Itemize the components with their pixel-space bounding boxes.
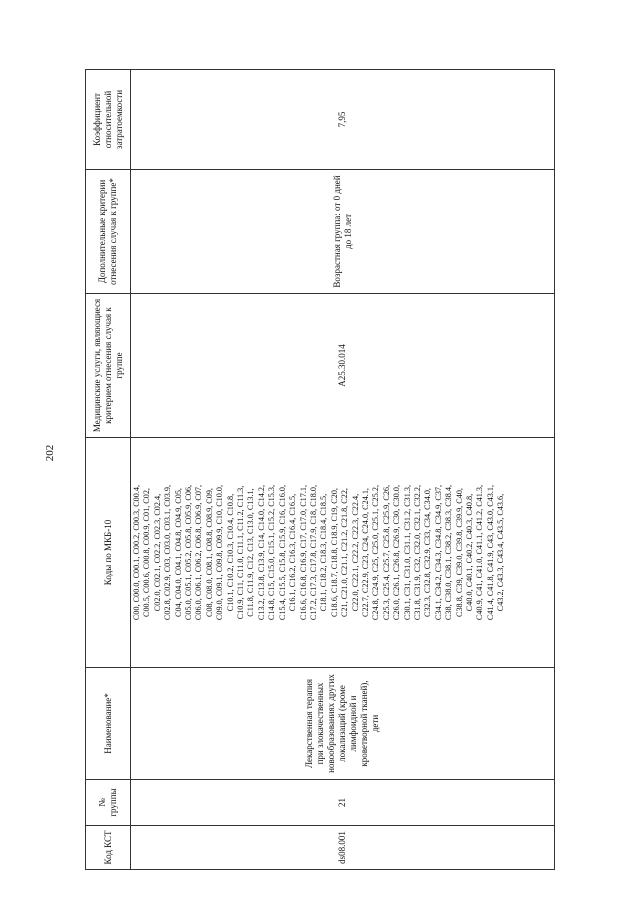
mkb-code-line: C32.3, C32.8, C32.9, C33, C34, C34.0,	[423, 488, 433, 617]
cell-coefficient: 7,95	[131, 70, 555, 170]
header-code: Код КСТ	[86, 826, 131, 870]
mkb-code-line: C00, C00.0, C00.1, C00.2, C00.3, C00.4,	[132, 484, 141, 621]
mkb-code-line: C41.4, C41.8, C41.9, C43, C43.0, C43.1,	[485, 484, 495, 621]
mkb-code-line: C30.1, C31, C31.0, C31.1, C31.2, C31.3,	[402, 484, 412, 621]
mkb-code-line: C22.0, C22.1, C22.2, C22.3, C22.4,	[350, 493, 360, 612]
mkb-code-line: C06.0, C06.1, C06.2, C06.8, C06.9, C07,	[194, 484, 204, 621]
mkb-code-line: C21, C21.0, C21.1, C21.2, C21.8, C22,	[340, 488, 350, 617]
mkb-code-line: C13.2, C13.8, C13.9, C14, C14.0, C14.2,	[256, 484, 266, 621]
mkb-code-line: C16.1, C16.2, C16.3, C16.4, C16.5,	[288, 493, 298, 612]
page-number: 202	[44, 444, 56, 462]
mkb-code-line: C31.8, C31.9, C32, C32.0, C32.1, C32.2,	[412, 484, 422, 621]
mkb-code-line: C09.0, C09.1, C09.8, C09.9, C10, C10.0,	[215, 484, 225, 621]
mkb-code-line: C22.7, C22.9, C23, C24, C24.0, C24.1,	[360, 488, 370, 617]
mkb-code-line: C00.5, C00.6, C00.8, C00.9, C01, C02,	[142, 488, 152, 617]
cell-group-number: 21	[131, 780, 555, 826]
mkb-code-line: C16.6, C16.8, C16.9, C17, C17.0, C17.1,	[298, 484, 308, 621]
mkb-code-line: C02.0, C02.1, C02.2, C02.3, C02.4,	[152, 493, 162, 612]
mkb-code-line: C02.8, C02.9, C03, C03.0, C03.1, C03.9,	[163, 484, 173, 621]
mkb-code-line: C10.1, C10.2, C10.3, C10.4, C10.8,	[225, 493, 235, 612]
header-name: Наименование*	[86, 668, 131, 780]
ksg-table	[85, 69, 555, 870]
cell-additional-criteria: Возрастная группа: от 0 дней до 18 лет	[131, 170, 555, 294]
cell-medical-services: A25.30.014	[131, 294, 555, 438]
mkb-code-line: C18.6, C18.7, C18.8, C18.9, C19, C20,	[329, 488, 339, 617]
mkb-code-line: C05.0, C05.1, C05.2, C05.8, C05.9, C06,	[184, 484, 194, 621]
cell-mkb-codes	[131, 438, 555, 668]
table-row	[131, 70, 555, 870]
mkb-code-line: C15.4, C15.5, C15.8, C15.9, C16, C16.0,	[277, 484, 287, 621]
mkb-code-line: C34.1, C34.2, C34.3, C34.8, C34.9, C37,	[433, 484, 443, 621]
mkb-code-line: C38.8, C39, C39.0, C39.8, C39.9, C40,	[454, 488, 464, 617]
header-group-number: № группы	[86, 780, 131, 826]
mkb-code-line: C24.8, C24.9, C25, C25.0, C25.1, C25.2,	[371, 484, 381, 621]
header-medical-services: Медицинские услуги, являющиеся критерием отнесения случая к группе	[86, 294, 131, 438]
table-header-row	[86, 70, 131, 870]
mkb-code-line: C08, C08.0, C08.1, C08.8, C08.9, C09,	[204, 488, 214, 617]
mkb-code-line: C26.0, C26.1, C26.8, C26.9, C30, C30.0,	[392, 484, 402, 621]
rotated-table-container	[85, 70, 555, 870]
mkb-code-line: C38, C38.0, C38.1, C38.2, C38.3, C38.4,	[444, 484, 454, 621]
mkb-code-line: C10.9, C11, C11.0, C11.1, C11.2, C11.3,	[236, 485, 246, 620]
cell-name: Лекарственная терапия при злокачественных новообразованиях других локализаций (кроме лимфоидной и кроветворной тканей), дети	[131, 668, 555, 780]
header-mkb-codes: Коды по МКБ-10	[86, 438, 131, 668]
mkb-code-line: C17.2, C17.3, C17.8, C17.9, C18, C18.0,	[308, 484, 318, 621]
mkb-code-line: C04, C04.0, C04.1, C04.8, C04.9, C05,	[173, 488, 183, 617]
header-coefficient: Коэффициент относительной затратоемкости	[86, 70, 131, 170]
mkb-code-line: C11.8, C11.9, C12, C13, C13.0, C13.1,	[246, 488, 256, 617]
header-additional-criteria: Дополнительные критерии отнесения случая к группе*	[86, 170, 131, 294]
mkb-code-line: C40.0, C40.1, C40.2, C40.3, C40.8,	[465, 493, 474, 612]
mkb-code-line: C40.9, C41, C41.0, C41.1, C41.2, C41.3,	[475, 484, 485, 621]
mkb-code-line: C43.2, C43.3, C43.4, C43.5, C43.6,	[496, 493, 506, 612]
cell-code: ds08.001	[131, 826, 555, 870]
mkb-code-line: C25.3, C25.4, C25.7, C25.8, C25.9, C26,	[381, 484, 391, 621]
mkb-code-line: C18.1, C18.2, C18.3, C18.4, C18.5,	[319, 493, 329, 612]
mkb-code-line: C14.8, C15, C15.0, C15.1, C15.2, C15.3,	[267, 484, 277, 621]
